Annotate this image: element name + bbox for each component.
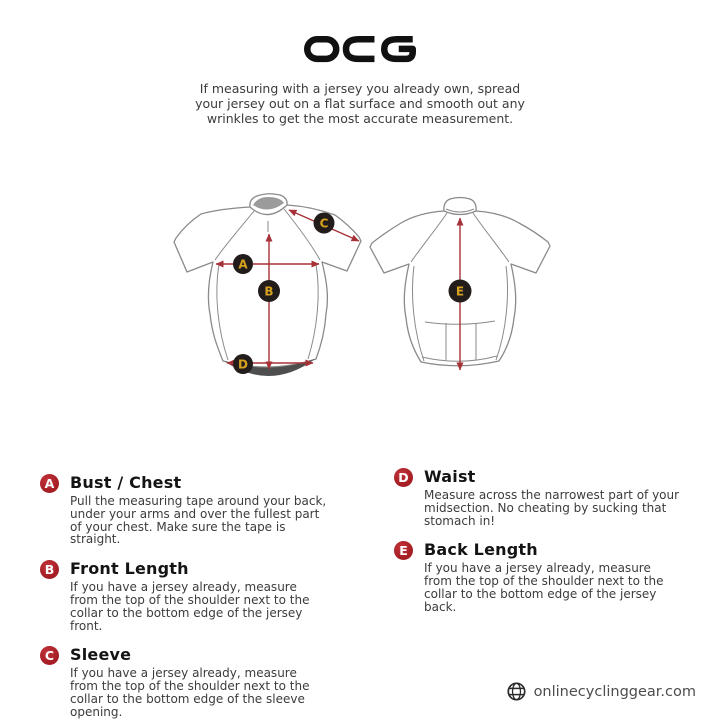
measurement-title: Sleeve [70, 645, 132, 665]
ocg-logo [304, 36, 416, 64]
website-text: onlinecyclinggear.com [533, 683, 696, 700]
marker-letter-a: A [238, 257, 248, 272]
footer [506, 681, 696, 702]
logo-letter-c [346, 39, 374, 59]
measurement-title: Back Length [424, 540, 538, 560]
marker-letter-e: E [455, 284, 465, 299]
measurements-left-column [40, 474, 370, 720]
diagram-marker-e [449, 280, 472, 303]
globe-icon [506, 681, 527, 702]
marker-letter-c: C [319, 216, 329, 231]
ocg-logo-graphic [304, 36, 416, 64]
brand-name [304, 64, 305, 65]
measurement-title: Waist [424, 467, 476, 486]
measurement-item-bust-chest [40, 474, 370, 546]
measurement-item-back-length [394, 541, 714, 613]
logo-letter-o [307, 39, 336, 59]
measurement-desc: If you have a jersey already, measure from the top of the shoulder next to the collar to the bottom edge of the sleeve opening. [70, 666, 310, 719]
measurement-item-sleeve [40, 646, 370, 718]
measurement-desc: Pull the measuring tape around your back, under your arms and over the fullest part of your chest. Make sure the tape is straight. [70, 494, 327, 547]
measurement-desc: If you have a jersey already, measure from the top of the shoulder next to the collar to the bottom edge of the jersey back. [424, 561, 664, 614]
jersey-measurement-diagram [0, 180, 720, 395]
diagram-marker-d [233, 354, 253, 374]
measurement-desc: Measure across the narrowest part of your midsection. No cheating by sucking that stomach in! [424, 488, 680, 528]
measurement-title: Front Length [70, 559, 189, 579]
measurements-right-column [394, 468, 714, 628]
badge-c: C [40, 646, 59, 665]
measurement-desc: If you have a jersey already, measure from the top of the shoulder next to the collar to the bottom edge of the jersey front. [70, 580, 310, 633]
measurement-item-waist [394, 468, 714, 527]
badge-e: E [394, 541, 413, 560]
badge-a: A [40, 474, 59, 493]
badge-d: D [394, 468, 413, 487]
measurement-title: Bust / Chest [70, 473, 182, 492]
intro-text: If measuring with a jersey you already own, spread your jersey out on a flat surface and smooth out any wrinkles to get the most accurate measurement. [195, 81, 525, 126]
marker-letter-b: B [264, 284, 274, 299]
measurement-item-front-length [40, 560, 370, 632]
logo-letter-g [384, 39, 412, 59]
diagram-marker-a [233, 254, 253, 274]
marker-letter-d: D [238, 357, 248, 372]
diagram-marker-c [314, 213, 335, 234]
badge-b: B [40, 560, 59, 579]
diagram-marker-b [258, 280, 280, 302]
